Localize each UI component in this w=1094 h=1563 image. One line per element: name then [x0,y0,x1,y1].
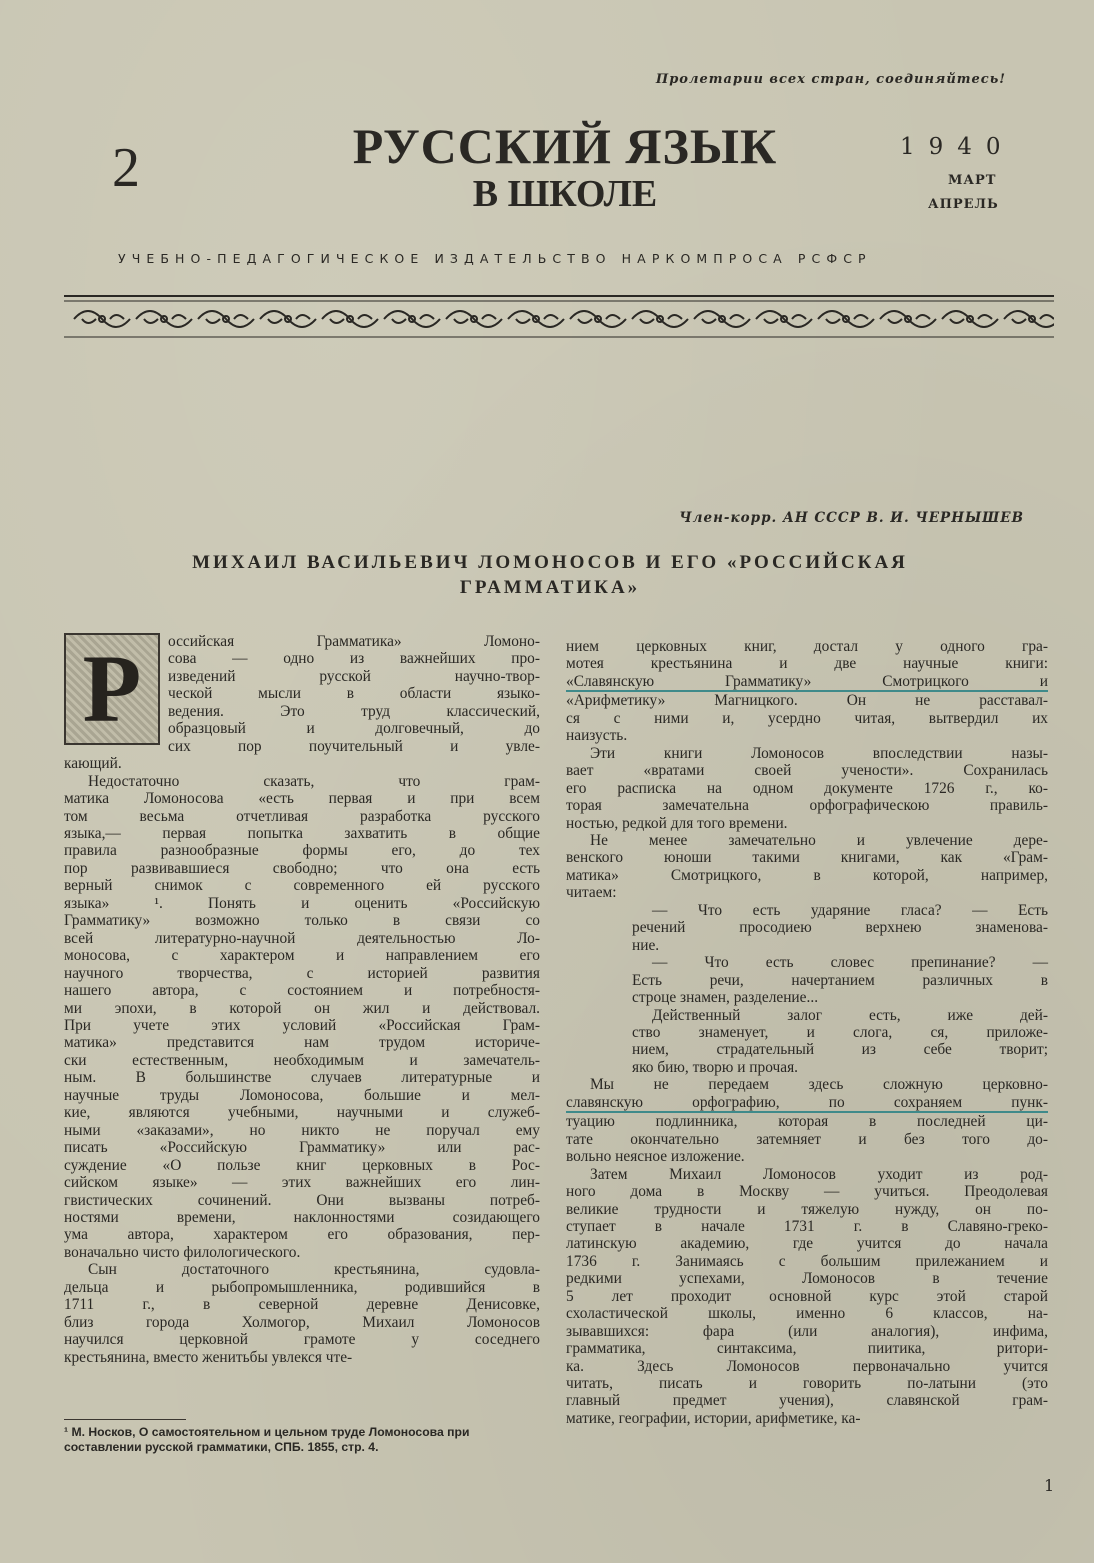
text-line: Грамматику» возможно только в связи со [64,912,540,930]
text-line: вольно неясное изложение. [566,1148,745,1166]
text-line: ние. [632,936,660,954]
article-headline [100,550,1000,600]
text-line: нием, страдательный из себе творит; [632,1041,1048,1059]
text-line: ума автора, характером его образования, пер- [64,1226,540,1244]
text-line: Не менее замечательно и увлечение дере- [590,831,1048,849]
text-line: научного творчества, с историей развития [64,964,540,982]
text-line: грамматика, синтаксима, пиитика, ритори- [566,1340,1048,1358]
issue-month-2: АПРЕЛЬ [928,197,999,212]
text-line: читаем: [566,884,617,902]
text-line: мотея крестьянина и две научные книги: [566,655,1048,673]
text-line: Эти книги Ломоносов впоследствии назы- [590,744,1048,762]
text-line: близ города Холмогор, Михаил Ломоносов [64,1313,540,1331]
text-line: зывавшихся: фара (или аналогия), инфима, [566,1322,1048,1340]
text-line: научился церковной грамоте у соседнего [64,1331,540,1349]
text-line: — Что есть ударяние гласа? — Есть [652,901,1048,919]
text-line: изведений русской научно-твор- [168,667,540,685]
text-line: ным. В большинстве случаев литературные и [64,1069,540,1087]
text-line: читать, писать и говорить по-латыни (это [566,1375,1048,1393]
text-line: 1736 г. Занимаясь с большим прилежанием и [566,1252,1048,1270]
text-line: нашего автора, с состоянием и потребностя- [64,982,540,1000]
text-line: всей литературно-научной деятельностью Ло- [64,929,540,947]
journal-title: РУССКИЙ ЯЗЫК [352,118,778,174]
issue-number: 2 [112,137,140,199]
text-line: матика» представится нам трудом историче- [64,1034,540,1052]
text-line: 5 лет проходит основной курс этой старой [566,1287,1048,1305]
text-line: Сын достаточного крестьянина, судовла- [88,1261,540,1279]
text-line: правила разнообразные формы его, до тех [64,842,540,860]
text-line: Затем Михаил Ломоносов уходит из род- [590,1165,1048,1183]
text-line: образцовый и долговечный, до [168,720,540,738]
ornament-scroll [446,311,502,327]
article-author: Член-корр. АН СССР В. И. ЧЕРНЫШЕВ [679,510,1024,526]
text-line: вает «вратами своей учености». Сохранилась [566,762,1048,780]
text-line: ческой мысли в области языко- [168,685,540,703]
ornament-scroll [818,311,874,327]
text-line: При учете этих условий «Российская Грам- [64,1016,540,1034]
text-line: верный снимок с современного ей русского [64,877,540,895]
ornament-scroll [570,311,626,327]
issue-month-1: МАРТ [948,173,997,188]
text-line: моносова, с характером и направлением его [64,947,540,965]
issue-year: 1940 [900,134,1015,160]
text-line: том весьма отчетливая разработка русского [64,807,540,825]
text-line: оссийская Грамматика» Ломоно- [168,633,540,650]
text-line: языка,— первая попытка захватить в общие [64,824,540,842]
text-line: пор развивавшиеся свободно; что она есть [64,859,540,877]
text-line: ми эпохи, в которой он жил и действовал. [64,999,540,1017]
text-line: дельца и рыбопромышленника, родившийся в [64,1278,540,1296]
text-line: торая замечательна орфографическою правиль- [566,797,1048,815]
motto: Пролетарии всех стран, соединяйтесь! [655,72,1006,87]
ornament-scroll [74,311,130,327]
article-column-left [64,633,540,1366]
text-line: сих пор поучительный и увле- [168,737,540,755]
text-line: «Славянскую Грамматику» Смотрицкого и [566,673,1048,692]
text-line: его расписка на одном документе 1726 г., ко- [566,779,1048,797]
text-line: яко бию, творю и прочая. [632,1058,799,1076]
ornament-scroll [260,311,316,327]
text-line: ся с ними и, усердно читая, вытвердил их [566,709,1048,727]
text-line: схоластической школы, именно 6 классов, на- [566,1305,1048,1323]
text-line: матике, географии, истории, арифметике, ка- [566,1409,861,1427]
text-line: языка» ¹. Понять и оценить «Российскую [64,894,540,912]
text-line: Недостаточно сказать, что грам- [88,772,540,790]
footnote-divider [64,1419,186,1420]
text-line: туацию подлинника, которая в последней ци- [566,1113,1048,1131]
ornament-scroll [694,311,750,327]
text-line: Мы не передаем здесь сложную церковно- [590,1076,1048,1094]
dropcap-initial: Р [64,633,160,745]
text-line: воначально чисто филологического. [64,1243,301,1261]
text-line: суждение «О пользе книг церковных в Рос- [64,1156,540,1174]
text-line: строце знамен, разделение... [632,989,819,1007]
text-line: кающий. [64,755,122,773]
text-line: редкими успехами, Ломоносов в течение [566,1270,1048,1288]
text-line: кие, являются учебными, научными и служеб- [64,1104,540,1122]
footnote: ¹ М. Носков, О самостоятельном и цельном труде Ломоносова при составлении русской грамматики, СПБ. 1855, стр. 4. [64,1425,470,1454]
ornament-scroll [384,311,440,327]
text-line: писать «Российскую Грамматику» или рас- [64,1139,540,1157]
text-line: латинскую академию, где учится до начала [566,1235,1048,1253]
article-column-right [566,638,1048,1427]
text-line: наизусть. [566,727,628,745]
text-line: ступает в начале 1731 г. в Славяно-греко- [566,1217,1048,1235]
page-mark: 1 [1044,1476,1055,1495]
text-line: матика» Смотрицкого, в которой, например, [566,866,1048,884]
text-line: речений просодиею верхнею знаменова- [632,919,1048,937]
journal-subtitle: В ШКОЛЕ [472,173,658,215]
headline-line-2: ГРАММАТИКА» [459,577,641,598]
text-line: Действенный залог есть, иже дей- [652,1006,1048,1024]
text-line: «Арифметику» Магницкого. Он не расставал- [566,692,1048,710]
text-line: ка. Здесь Ломоносов первоначально учится [566,1357,1048,1375]
ornament-border [64,293,1054,343]
text-line: 1711 г., в северной деревне Денисовке, [64,1296,540,1314]
ornament-scroll [508,311,564,327]
text-line: тате окончательно затемняет и без того до- [566,1130,1048,1148]
text-line: — Что есть словес препинание? — [652,954,1048,972]
text-line: крестьянина, вместо женитьбы увлекся чте- [64,1348,353,1366]
text-line: главный предмет учения), славянской грам- [566,1392,1048,1410]
text-line: великие трудности и тяжелую нужду, он по- [566,1200,1048,1218]
text-line: ство знаменует, и слога, ся, приложе- [632,1023,1048,1041]
ornament-scroll [322,311,378,327]
ornament-scroll [136,311,192,327]
ornament-scroll [942,311,998,327]
publisher-line: УЧЕБНО-ПЕДАГОГИЧЕСКОЕ ИЗДАТЕЛЬСТВО НАРКОМПРОСА РСФСР [118,251,872,266]
text-line: научные труды Ломоносова, большие и мел- [64,1086,540,1104]
ornament-scroll [198,311,254,327]
text-line: гвистических сочинений. Они вызваны потреб- [64,1191,540,1209]
text-line: ностями времени, наклонностями созидающего [64,1208,540,1226]
text-line: сийском языке» — этих важнейших его лин- [64,1174,540,1192]
text-line: сова — одно из важнейших про- [168,650,540,668]
headline-line-1: МИХАИЛ ВАСИЛЬЕВИЧ ЛОМОНОСОВ И ЕГО «РОССИЙСКАЯ [192,552,908,573]
text-line: славянскую орфографию, по сохраняем пунк- [566,1094,1048,1113]
text-line: матика Ломоносова «есть первая и при всем [64,790,540,808]
ornament-scroll [756,311,812,327]
text-line: Есть речи, начертанием различных в [632,971,1048,989]
text-line: ного дома в Москву — учиться. Преодолевая [566,1183,1048,1201]
text-line: нием церковных книг, достал у одного гра- [566,638,1048,655]
text-line: венского юноши такими книгами, как «Грам- [566,849,1048,867]
ornament-scroll [880,311,936,327]
text-line: ски естественным, необходимым и замечатель- [64,1051,540,1069]
text-line: ными «заказами», но никто не поручал ему [64,1121,540,1139]
text-line: ведения. Это труд классический, [168,702,540,720]
ornament-scroll [632,311,688,327]
text-line: ностью, редкой для того времени. [566,814,788,832]
